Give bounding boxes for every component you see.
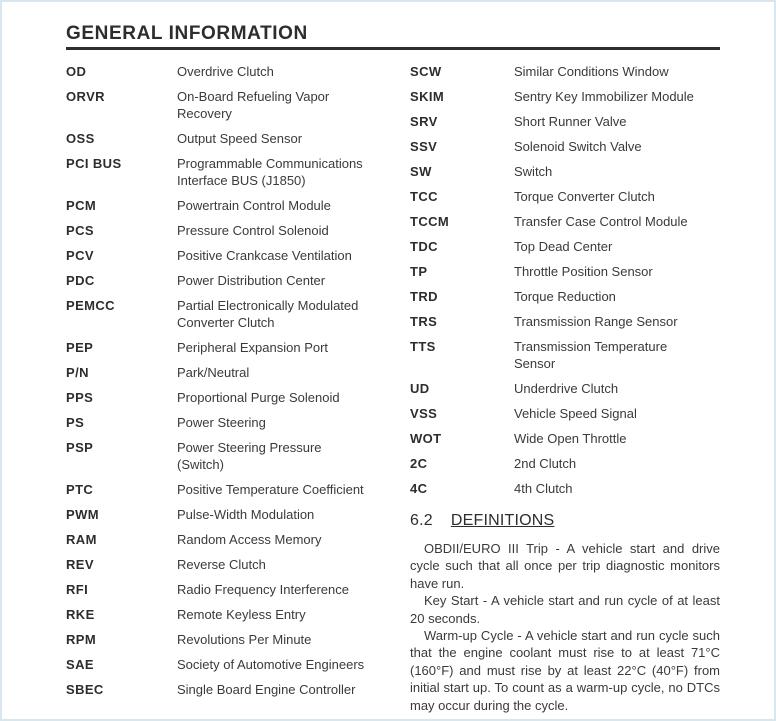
glossary-definition: Top Dead Center bbox=[514, 239, 613, 254]
definitions-paragraphs bbox=[410, 540, 720, 714]
glossary-term: SW bbox=[410, 164, 432, 179]
glossary-term: TTS bbox=[410, 339, 436, 354]
glossary-entry bbox=[66, 531, 410, 548]
glossary-definition: Partial Electronically Modulated Converter Clutch bbox=[177, 298, 359, 330]
glossary-left-column bbox=[66, 63, 410, 714]
glossary-definition: Vehicle Speed Signal bbox=[514, 406, 637, 421]
glossary-entry bbox=[66, 88, 410, 122]
glossary-entry bbox=[410, 313, 720, 330]
glossary-term: TP bbox=[410, 264, 428, 279]
glossary-entry bbox=[410, 338, 720, 372]
definitions-section bbox=[410, 511, 720, 714]
glossary-entry bbox=[410, 213, 720, 230]
section-heading: DEFINITIONS bbox=[450, 512, 555, 529]
glossary-entry bbox=[410, 113, 720, 130]
glossary-definition: On-Board Refueling Vapor Recovery bbox=[177, 89, 330, 121]
glossary-definition: Transmission Temperature Sensor bbox=[514, 339, 668, 371]
glossary-term: SBEC bbox=[66, 682, 104, 697]
glossary-definition: Output Speed Sensor bbox=[177, 131, 303, 146]
glossary-entry bbox=[410, 63, 720, 80]
glossary-entry bbox=[66, 272, 410, 289]
glossary-term: P/N bbox=[66, 365, 89, 380]
glossary-term: 2C bbox=[410, 456, 428, 471]
glossary-definition: Underdrive Clutch bbox=[514, 381, 619, 396]
glossary-right-column bbox=[410, 63, 720, 714]
glossary-term: OSS bbox=[66, 131, 95, 146]
glossary-term: SCW bbox=[410, 64, 442, 79]
document-page bbox=[2, 2, 774, 714]
glossary-entry bbox=[410, 405, 720, 422]
glossary-entry bbox=[66, 656, 410, 673]
glossary-definition: Wide Open Throttle bbox=[514, 431, 627, 446]
glossary-entry bbox=[66, 681, 410, 698]
glossary-term: 4C bbox=[410, 481, 428, 496]
glossary-definition: Power Steering bbox=[177, 415, 266, 430]
glossary-entry bbox=[410, 88, 720, 105]
glossary-term: PWM bbox=[66, 507, 99, 522]
glossary-definition: Proportional Purge Solenoid bbox=[177, 390, 340, 405]
glossary-entry bbox=[410, 238, 720, 255]
glossary-term: PCV bbox=[66, 248, 94, 263]
glossary-definition: Torque Reduction bbox=[514, 289, 616, 304]
glossary-term: PSP bbox=[66, 440, 94, 455]
glossary-term: TCCM bbox=[410, 214, 450, 229]
glossary-term: TRS bbox=[410, 314, 438, 329]
glossary-entry bbox=[66, 364, 410, 381]
glossary-entry bbox=[66, 155, 410, 189]
definition-paragraph: OBDII/EURO III Trip - A vehicle start and drive cycle such that all once per trip diagnostic monitors have run. bbox=[410, 541, 720, 591]
glossary-term: WOT bbox=[410, 431, 442, 446]
glossary-entry bbox=[410, 455, 720, 472]
definition-paragraph: Warm-up Cycle - A vehicle start and run cycle such that the engine coolant must rise to at least 71°C (160°F) and must rise by at least 22°C (40°F) from initial start up. To count as a warm-up cycle, no DTCs may occur during the cycle. bbox=[410, 628, 720, 713]
glossary-entry bbox=[66, 339, 410, 356]
glossary-definition: Short Runner Valve bbox=[514, 114, 627, 129]
glossary-definition: Torque Converter Clutch bbox=[514, 189, 655, 204]
glossary-definition: Park/Neutral bbox=[177, 365, 250, 380]
glossary-definition: Programmable Communications Interface BUS (J1850) bbox=[177, 156, 363, 188]
glossary-term: TDC bbox=[410, 239, 438, 254]
glossary-entry bbox=[66, 439, 410, 473]
glossary-term: PS bbox=[66, 415, 85, 430]
glossary-definition: Overdrive Clutch bbox=[177, 64, 274, 79]
section-heading-row bbox=[410, 511, 720, 530]
glossary-entry bbox=[410, 138, 720, 155]
glossary-definition: Transfer Case Control Module bbox=[514, 214, 688, 229]
glossary-entry bbox=[66, 631, 410, 648]
glossary-entry bbox=[410, 163, 720, 180]
glossary-definition: Peripheral Expansion Port bbox=[177, 340, 329, 355]
glossary-definition: Solenoid Switch Valve bbox=[514, 139, 642, 154]
glossary-entry bbox=[410, 480, 720, 497]
glossary-term: ORVR bbox=[66, 89, 105, 104]
glossary-term: RFI bbox=[66, 582, 89, 597]
glossary bbox=[66, 63, 720, 714]
glossary-entry bbox=[410, 430, 720, 447]
glossary-term: SRV bbox=[410, 114, 438, 129]
glossary-term: PCS bbox=[66, 223, 94, 238]
glossary-definition: Power Steering Pressure (Switch) bbox=[177, 440, 322, 472]
glossary-definition: Similar Conditions Window bbox=[514, 64, 669, 79]
glossary-definition: Sentry Key Immobilizer Module bbox=[514, 89, 694, 104]
glossary-term: OD bbox=[66, 64, 87, 79]
glossary-definition: Positive Crankcase Ventilation bbox=[177, 248, 352, 263]
glossary-entry bbox=[66, 130, 410, 147]
glossary-definition: Random Access Memory bbox=[177, 532, 322, 547]
glossary-entry bbox=[66, 63, 410, 80]
glossary-term: PPS bbox=[66, 390, 94, 405]
glossary-definition: Powertrain Control Module bbox=[177, 198, 331, 213]
glossary-definition: Society of Automotive Engineers bbox=[177, 657, 365, 672]
glossary-term: RAM bbox=[66, 532, 97, 547]
glossary-definition: Single Board Engine Controller bbox=[177, 682, 356, 697]
glossary-term: SKIM bbox=[410, 89, 445, 104]
glossary-term: PDC bbox=[66, 273, 95, 288]
glossary-definition: Positive Temperature Coefficient bbox=[177, 482, 364, 497]
glossary-definition: Switch bbox=[514, 164, 553, 179]
glossary-entry bbox=[66, 606, 410, 623]
glossary-entry bbox=[66, 222, 410, 239]
glossary-right-entries bbox=[410, 63, 720, 497]
page-title: GENERAL INFORMATION bbox=[66, 24, 720, 50]
glossary-entry bbox=[66, 506, 410, 523]
glossary-entry bbox=[66, 247, 410, 264]
glossary-term: SSV bbox=[410, 139, 438, 154]
glossary-entry bbox=[66, 581, 410, 598]
glossary-definition: Radio Frequency Interference bbox=[177, 582, 349, 597]
glossary-entry bbox=[66, 481, 410, 498]
glossary-term: TCC bbox=[410, 189, 438, 204]
glossary-definition: Transmission Range Sensor bbox=[514, 314, 678, 329]
glossary-term: REV bbox=[66, 557, 94, 572]
glossary-term: PCI BUS bbox=[66, 156, 122, 171]
glossary-entry bbox=[66, 556, 410, 573]
glossary-term: SAE bbox=[66, 657, 94, 672]
glossary-entry bbox=[410, 188, 720, 205]
glossary-entry bbox=[410, 263, 720, 280]
glossary-entry bbox=[410, 288, 720, 305]
glossary-entry bbox=[66, 414, 410, 431]
glossary-entry bbox=[66, 389, 410, 406]
glossary-definition: Remote Keyless Entry bbox=[177, 607, 306, 622]
glossary-term: RKE bbox=[66, 607, 95, 622]
glossary-term: PEMCC bbox=[66, 298, 115, 313]
section-number: 6.2 bbox=[410, 512, 433, 529]
glossary-entry bbox=[66, 297, 410, 331]
glossary-term: UD bbox=[410, 381, 430, 396]
glossary-definition: 2nd Clutch bbox=[514, 456, 577, 471]
glossary-definition: Pressure Control Solenoid bbox=[177, 223, 329, 238]
glossary-definition: Revolutions Per Minute bbox=[177, 632, 312, 647]
glossary-term: VSS bbox=[410, 406, 438, 421]
glossary-term: PCM bbox=[66, 198, 97, 213]
glossary-definition: Pulse-Width Modulation bbox=[177, 507, 315, 522]
glossary-entry bbox=[410, 380, 720, 397]
glossary-definition: Reverse Clutch bbox=[177, 557, 266, 572]
glossary-term: PEP bbox=[66, 340, 94, 355]
glossary-definition: 4th Clutch bbox=[514, 481, 573, 496]
glossary-entry bbox=[66, 197, 410, 214]
glossary-term: RPM bbox=[66, 632, 97, 647]
glossary-term: TRD bbox=[410, 289, 438, 304]
glossary-definition: Power Distribution Center bbox=[177, 273, 326, 288]
definition-paragraph: Key Start - A vehicle start and run cycle of at least 20 seconds. bbox=[410, 593, 720, 626]
glossary-definition: Throttle Position Sensor bbox=[514, 264, 653, 279]
glossary-term: PTC bbox=[66, 482, 94, 497]
